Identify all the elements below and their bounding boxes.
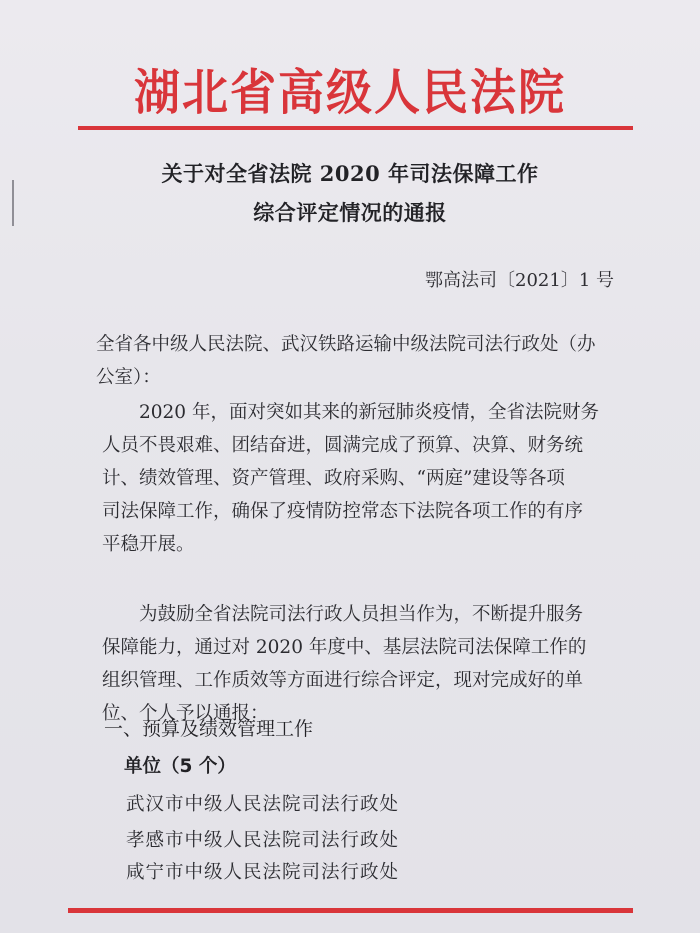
unit-list-item: 孝感市中级人民法院司法行政处: [126, 830, 400, 851]
unit-list-item: 咸宁市中级人民法院司法行政处: [126, 862, 400, 883]
addressee-line: 全省各中级人民法院、武汉铁路运输中级法院司法行政处（办: [96, 334, 596, 355]
paragraph-line: 保障能力，通过对 2020 年度中、基层法院司法保障工作的: [102, 637, 587, 658]
footer-red-rule: [68, 908, 633, 913]
paragraph-line: 计、绩效管理、资产管理、政府采购、“两庭”建设等各项: [102, 468, 565, 489]
paragraph-line: 2020 年，面对突如其来的新冠肺炎疫情，全省法院财务: [102, 402, 599, 423]
addressee-line: 公室）：: [96, 367, 161, 388]
paragraph-line: 平稳开展。: [102, 534, 195, 555]
paragraph-line: 为鼓励全省法院司法行政人员担当作为，不断提升服务: [102, 604, 584, 625]
paragraph-line: 人员不畏艰难、团结奋进，圆满完成了预算、决算、财务统: [102, 435, 584, 456]
court-header-title: 湖北省高级人民法院: [134, 63, 566, 121]
paragraph-2: [102, 598, 617, 730]
unit-list-item: 武汉市中级人民法院司法行政处: [126, 794, 400, 815]
document-number: 鄂高法司〔2021〕1 号: [425, 270, 614, 291]
paragraph-1: [102, 396, 617, 561]
paragraph-line: 司法保障工作，确保了疫情防控常态下法院各项工作的有序: [102, 501, 584, 522]
header-red-rule: [78, 126, 633, 130]
paragraph-line: 组织管理、工作质效等方面进行综合评定，现对完成好的单: [102, 670, 584, 691]
document-title-line-2: 综合评定情况的通报: [253, 200, 447, 225]
paragraph-line: 位、个人予以通报：: [102, 703, 269, 724]
document-title-line-1: 关于对全省法院 2020 年司法保障工作: [161, 161, 539, 186]
section-heading: 一、预算及绩效管理工作: [104, 718, 314, 740]
sub-heading: 单位（5 个）: [124, 756, 236, 777]
addressee: [96, 328, 611, 394]
